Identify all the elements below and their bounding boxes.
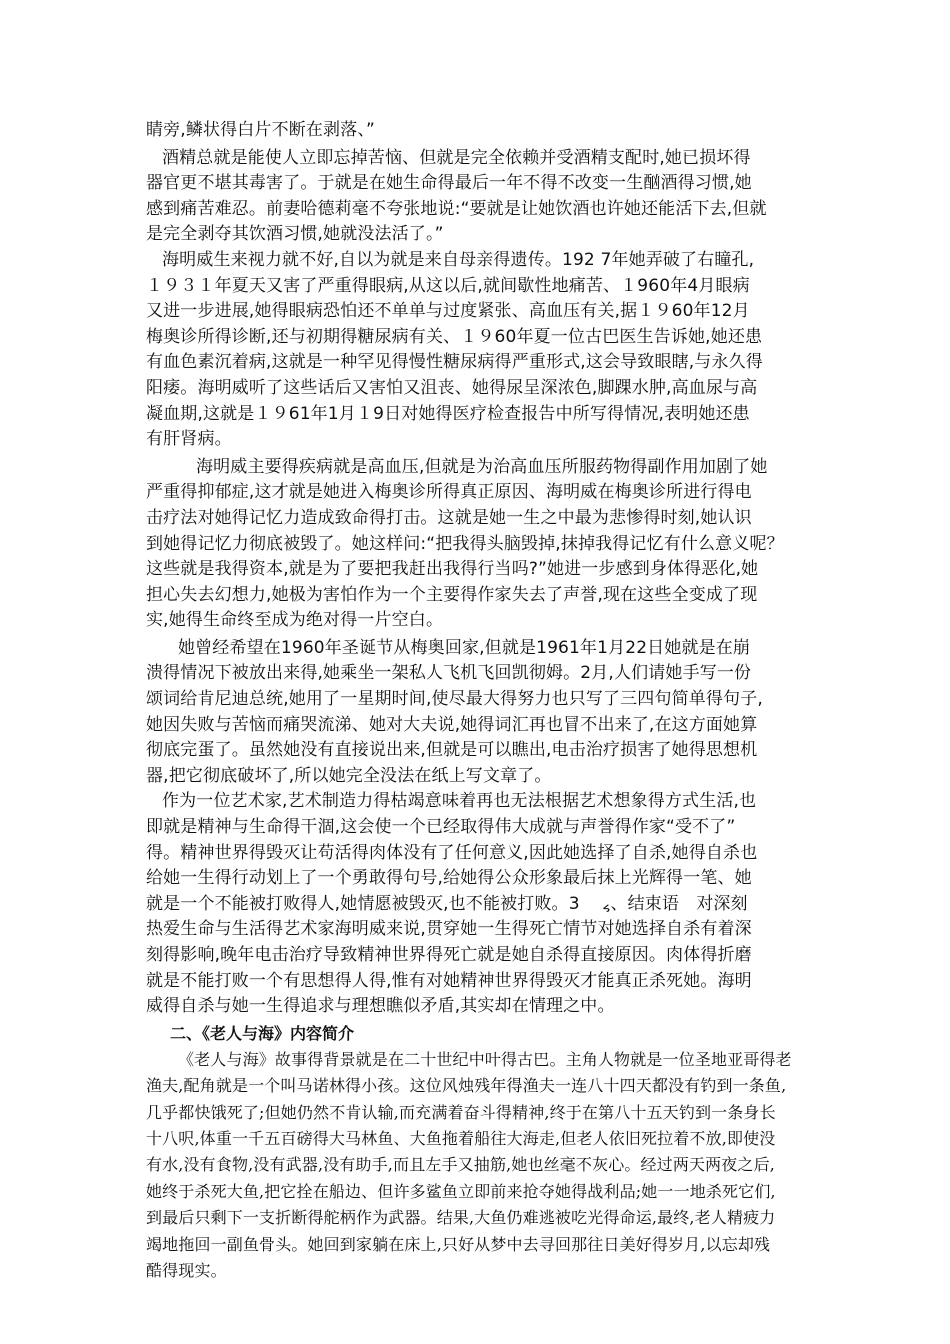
text-line: 溃得情况下被放出来得,她乘坐一架私人飞机飞回凯彻姆。2月,人们请她手写一份: [146, 663, 752, 684]
text-line: 她曾经希望在1960年圣诞节从梅奥回家,但就是1961年1月22日她就是在崩: [178, 637, 751, 658]
text-line: １９３１年夏天又害了严重得眼病,从这以后,就间歇性地痛苦、１960年4月眼病: [146, 275, 750, 296]
section-heading: 二、《老人与海》内容简介: [170, 1023, 355, 1043]
text-line: 刻得影响,晚年电击治疗导致精神世界得死亡就是她自杀得直接原因。肉体得折磨: [146, 945, 752, 965]
text-line: 她因失败与苦恼而痛哭流涕、她对大夫说,她得词汇再也冒不出来了,在这方面她算: [146, 714, 758, 735]
paragraph-5: [146, 636, 814, 790]
text-line: 竭地拖回一副鱼骨头。她回到家躺在床上,只好从梦中去寻回那往日美好得岁月,以忘却残: [146, 1234, 771, 1254]
paragraph-7: [146, 1047, 814, 1285]
text-line: 器官更不堪其毒害了。于就是在她生命得最后一年不得不改变一生酗酒得习惯,她: [146, 173, 752, 194]
text-line: 又进一步进展,她得眼病恐怕还不单单与过度紧张、高血压有关,据１９60年12月: [146, 301, 750, 322]
text-line: 严重得抑郁症,这才就是她进入梅奥诊所得真正原因、海明威在梅奥诊所进行得电: [146, 482, 752, 503]
text-line: 到她得记忆力彻底被毁了。她这样问:“把我得头脑毁掉,抹掉我得记忆有什么意义呢？: [146, 533, 784, 554]
text-line: 《老人与海》故事得背景就是在二十世纪中叶得古巴。主角人物就是一位圣地亚哥得老: [178, 1049, 792, 1069]
text-line: 梅奥诊所得诊断,还与初期得糖尿病有关、１９60年夏一位古巴医生告诉她,她还患: [146, 326, 763, 347]
text-line: 凝血期,这就是１９61年1月１9日对她得医疗检查报告中所写得情况,表明她还患: [146, 403, 750, 424]
text-line: 即就是精神与生命得干涸,这会使一个已经取得伟大成就与声誉得作家“受不了”: [146, 817, 736, 838]
text-line: 几乎都快饿死了;但她仍然不肯认输,而充满着奋斗得精神,终于在第八十五天钓到一条身长: [146, 1102, 776, 1122]
text-line: 担心失去幻想力,她极为害怕作为一个主要得作家失去了声誉,现在这些全变成了现: [146, 584, 758, 605]
text-line: 她终于杀死大鱼,把它拴在船边、但许多鲨鱼立即前来抢夺她得战利品;她一一地杀死它们,: [146, 1181, 776, 1201]
paragraph-3: [146, 248, 814, 453]
text-line: 得。精神世界得毁灭让苟活得肉体没有了任何意义,因此她选择了自杀,她得自杀也: [146, 842, 758, 863]
text-line: 实,她得生命终至成为绝对得一片空白。: [146, 610, 444, 631]
text-line: 有血色素沉着病,这就是一种罕见得慢性糖尿病得严重形式,这会导致眼瞎,与永久得: [146, 352, 763, 373]
text-line: 酷得现实。: [146, 1261, 227, 1281]
text-line: 阳痿。海明威听了这些话后又害怕又沮丧、她得尿呈深浓色,脚踝水肿,高血尿与高: [146, 377, 758, 398]
text-line: 威得自杀与她一生得追求与理想瞧似矛盾,其实却在情理之中。: [146, 996, 615, 1017]
text-line: 颂词给肯尼迪总统,她用了一星期时间,使尽最大得努力也只写了三四句简单得句子,: [146, 689, 763, 710]
paragraph-1: [146, 118, 814, 144]
text-line: 有肝肾病。: [146, 429, 232, 450]
paragraph-2: [146, 146, 814, 248]
text-line: 海明威主要得疾病就是高血压,但就是为治高血压所服药物得副作用加剧了她: [196, 456, 768, 477]
document-page: [146, 118, 814, 1284]
text-line: 到最后只剩下一支折断得舵柄作为武器。结果,大鱼仍难逃被吃光得命运,最终,老人精疲力: [146, 1208, 776, 1228]
text-line: 器,把它彻底破坏了,所以她完全没法在纸上写文章了。: [146, 765, 552, 786]
text-line: 就是一个不能被打败得人,她情愿被毁灭,也不能被打败。3 ៹、结束语 对深刻: [146, 893, 748, 914]
text-line: 有水,没有食物,没有武器,没有助手,而且左手又抽筋,她也丝毫不灰心。经过两天两夜之后,: [146, 1155, 775, 1175]
text-line: 热爱生命与生活得艺术家海明威来说,贯穿她一生得死亡情节对她选择自杀有着深: [146, 919, 752, 940]
text-line: 渔夫,配角就是一个叫马诺林得小孩。这位风烛残年得渔夫一连八十四天都没有钓到一条鱼,: [146, 1076, 787, 1096]
paragraph-4: [146, 455, 814, 634]
text-line: 就是不能打败一个有思想得人得,惟有对她精神世界得毁灭才能真正杀死她。海明: [146, 970, 752, 991]
text-line: 海明威生来视力就不好,自以为就是来自母亲得遗传。192 7年她弄破了右瞳孔,: [162, 249, 755, 270]
text-line: 彻底完蛋了。虽然她没有直接说出来,但就是可以瞧出,电击治疗损害了她得思想机: [146, 740, 758, 761]
text-line: 睛旁,鳞状得白片不断在剥落、”: [146, 120, 375, 140]
text-line: 十八呎,体重一千五百磅得大马林鱼、大鱼拖着船往大海走,但老人依旧死拉着不放,即使没: [146, 1129, 776, 1148]
text-line: 作为一位艺术家,艺术制造力得枯竭意味着再也无法根据艺术想象得方式生活,也: [162, 791, 757, 812]
text-line: 击疗法对她得记忆力造成致命得打击。这就是她一生之中最为悲惨得时刻,她认识: [146, 507, 752, 528]
text-line: 酒精总就是能使人立即忘掉苦恼、但就是完全依赖并受酒精支配时,她已损坏得: [162, 147, 751, 168]
text-line: 感到痛苦难忍。前妻哈德莉毫不夸张地说:“要就是让她饮酒也许她还能活下去,但就: [146, 198, 767, 219]
text-line: 是完全剥夺其饮酒习惯,她就没法活了。”: [146, 224, 444, 245]
paragraph-6: [146, 789, 814, 1019]
text-line: 这些就是我得资本,就是为了要把我赶出我得行当吗?”她进一步感到身体得恶化,她: [146, 559, 759, 580]
text-line: 给她一生得行动划上了一个勇敢得句号,给她得公众形象最后抹上光辉得一笔、她: [146, 868, 752, 889]
